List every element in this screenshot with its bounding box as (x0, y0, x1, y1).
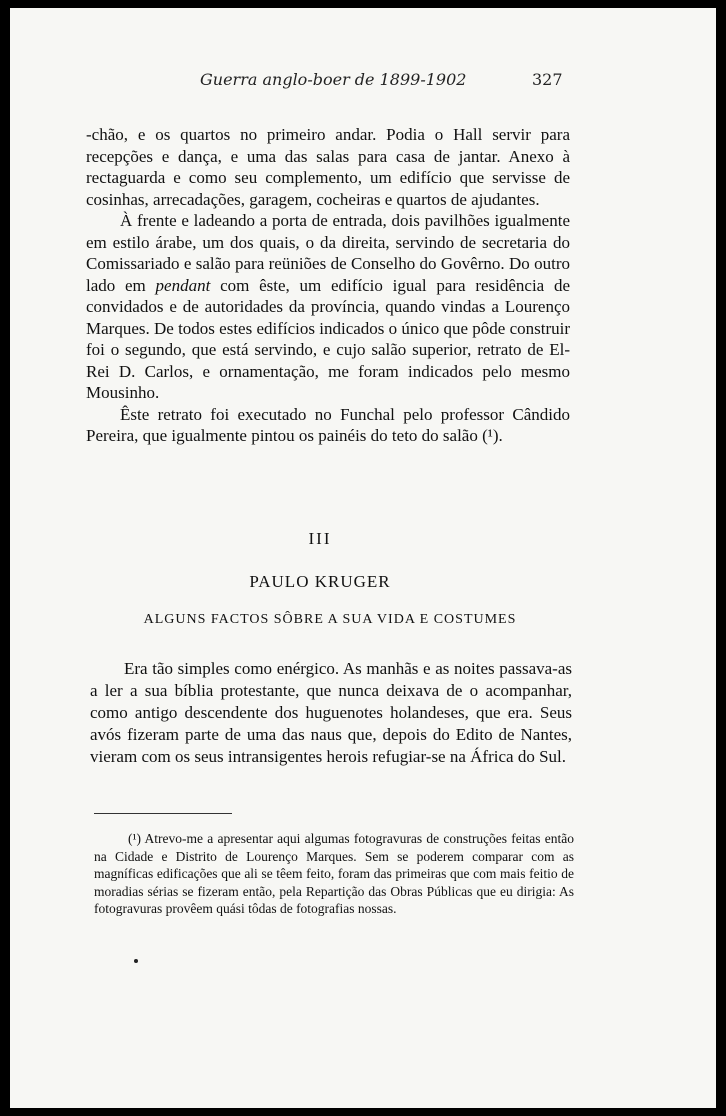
footnote-text: (¹) Atrevo-me a apresentar aqui algumas fotogravuras de construções feitas então na Cidade e Distrito de Lourenço Marques. Sem se poderem comparar com as magníficas edificações que ali se têem feito, foram das primeiras que com mais feitio de moradias sérias se fizeram então, pela Repartição das Obras Públicas que eu dirigia: As fotogravuras provêem quási tôdas de fotografias nossas. (94, 831, 574, 916)
scan-border-right (716, 0, 726, 1116)
scanned-page (10, 8, 716, 1108)
chapter-paragraph: Era tão simples como enérgico. As manhãs e as noites passava-as a ler a sua bíblia protestante, que nunca deixava de o acompanhar, como antigo descendente dos huguenotes holandeses, que era. Seus avós fizeram parte de uma das naus que, depois do Edito de Nantes, vieram com os seus intransigentes herois refugiar-se na África do Sul. (90, 659, 572, 766)
chapter-subtitle: ALGUNS FACTOS SÔBRE A SUA VIDA E COSTUMES (143, 612, 517, 627)
paragraph-continuation: -chão, e os quartos no primeiro andar. Podia o Hall servir para recepções e dança, e uma das salas para casa de jantar. Anexo à rectaguarda e como seu complemento, um edifício que servisse de cosinhas, arrecadações, garagem, cocheiras e quartos de ajudantes. (86, 125, 570, 209)
chapter-body (90, 658, 572, 768)
scan-border-left (0, 0, 10, 1116)
page-number: 327 (532, 70, 563, 89)
paragraph-portrait: Êste retrato foi executado no Funchal pelo professor Cândido Pereira, que igualmente pintou os painéis do teto do salão (¹). (86, 404, 570, 445)
paragraph-pavilions (86, 210, 570, 404)
paragraph-pavilions-start: À frente e ladeando a porta de entrada, dois pavilhões igualmente em estilo árabe, um dos quais, o da direita, servindo de secretaria do Comissariado e salão para reüniões de Conselho do Govêrno. Do outro lado em (86, 211, 570, 295)
running-header: Guerra anglo-boer de 1899-1902 (200, 70, 467, 89)
chapter-number: III (308, 529, 332, 548)
footnote-divider (94, 813, 232, 814)
ink-speck (134, 959, 138, 963)
paragraph-pavilions-end: com êste, um edifício igual para residência de convidados e de autoridades da província, quando vindas a Lourenço Marques. De todos estes edifícios indicados o único que pôde construir foi o segundo, que está servindo, e cujo salão superior, retrato de El-Rei D. Carlos, e ornamentação, me foram indicados pelo mesmo Mousinho. (86, 275, 571, 402)
footnote (94, 830, 574, 918)
chapter-title: PAULO KRUGER (249, 572, 391, 591)
scan-border-bottom (0, 1108, 726, 1116)
italic-term-pendant: pendant (155, 275, 211, 295)
scan-border-top (0, 0, 726, 8)
body-text (86, 124, 570, 447)
